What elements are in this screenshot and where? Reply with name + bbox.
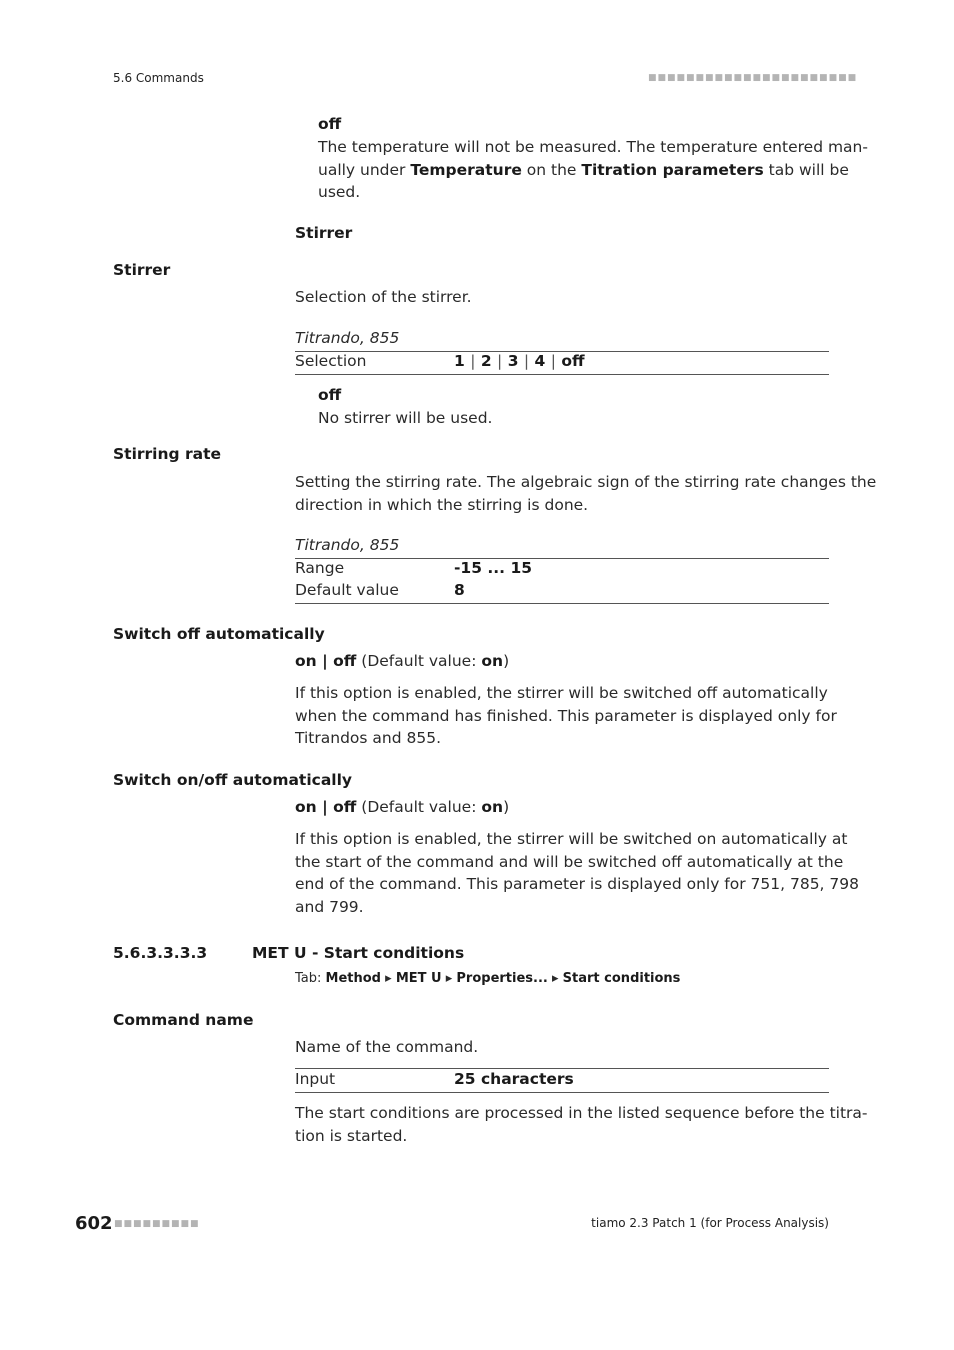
temp-off-line-3: used. xyxy=(318,183,361,201)
temp-off-line-2: ually under Temperature on the Titration parameters tab will be xyxy=(318,160,849,179)
section-title: MET U - Start conditions xyxy=(252,944,465,962)
switch-onoff-options: on | off (Default value: on) xyxy=(295,798,510,816)
footer-product-name: tiamo 2.3 Patch 1 (for Process Analysis) xyxy=(591,1216,829,1230)
stirrer-selection-options: 1 | 2 | 3 | 4 | off xyxy=(454,352,585,370)
temp-off-description xyxy=(318,136,868,204)
stirrer-parameter-title: Stirrer xyxy=(113,261,171,279)
switch-onoff-description: If this option is enabled, the stirrer will be switched on automatically at the start of the command and will be switched off automatically at the end of the command. This parameter is displayed only for 751, 785, 798 and 799. xyxy=(295,830,859,916)
stirring-rate-range-label: Range xyxy=(295,559,345,577)
section-number: 5.6.3.3.3.3 xyxy=(113,944,208,962)
stirrer-selection-label: Selection xyxy=(295,352,367,370)
stirrer-devices: Titrando, 855 xyxy=(295,329,400,347)
stirrer-table-bottom-rule xyxy=(295,374,829,375)
temp-off-term: off xyxy=(318,115,342,133)
header-decoration-dots: ■■■■■■■■■■■■■■■■■■■■■■ xyxy=(648,73,858,83)
command-name-input-value: 25 characters xyxy=(454,1070,574,1088)
stirring-rate-table-bottom-rule xyxy=(295,603,829,604)
stirrer-off-description: No stirrer will be used. xyxy=(318,409,493,427)
tab-path: Tab: Method ▸ MET U ▸ Properties... ▸ Start conditions xyxy=(295,971,681,986)
start-conditions-note: The start conditions are processed in the listed sequence before the titra- tion is started. xyxy=(295,1104,868,1145)
temp-off-line-1: The temperature will not be measured. The temperature entered man- xyxy=(318,138,868,156)
stirring-rate-description: Setting the stirring rate. The algebraic sign of the stirring rate changes the direction in which the stirring is done. xyxy=(295,473,877,514)
stirring-rate-devices: Titrando, 855 xyxy=(295,536,400,554)
stirrer-description: Selection of the stirrer. xyxy=(295,288,472,306)
command-name-input-label: Input xyxy=(295,1070,336,1088)
command-name-table-bottom-rule xyxy=(295,1092,829,1093)
switch-off-title: Switch off automatically xyxy=(113,625,325,643)
command-name-description: Name of the command. xyxy=(295,1038,479,1056)
command-name-table-top-rule xyxy=(295,1068,829,1069)
stirring-rate-title: Stirring rate xyxy=(113,445,222,463)
page-number: 602 xyxy=(75,1213,113,1234)
command-name-title: Command name xyxy=(113,1011,254,1029)
stirrer-off-term: off xyxy=(318,386,342,404)
switch-onoff-title: Switch on/off automatically xyxy=(113,771,353,789)
stirring-rate-default-value: 8 xyxy=(454,581,465,599)
stirrer-group-heading: Stirrer xyxy=(295,224,353,242)
running-header-section: 5.6 Commands xyxy=(113,71,204,85)
footer-decoration-dots: ■■■■■■■■■ xyxy=(114,1219,200,1229)
switch-off-description: If this option is enabled, the stirrer will be switched off automatically when the command has finished. This parameter is displayed only for Titrandos and 855. xyxy=(295,684,837,747)
stirring-rate-default-label: Default value xyxy=(295,581,399,599)
stirring-rate-table-top-rule xyxy=(295,558,829,559)
switch-off-options: on | off (Default value: on) xyxy=(295,652,510,670)
stirring-rate-range-value: -15 ... 15 xyxy=(454,559,533,577)
